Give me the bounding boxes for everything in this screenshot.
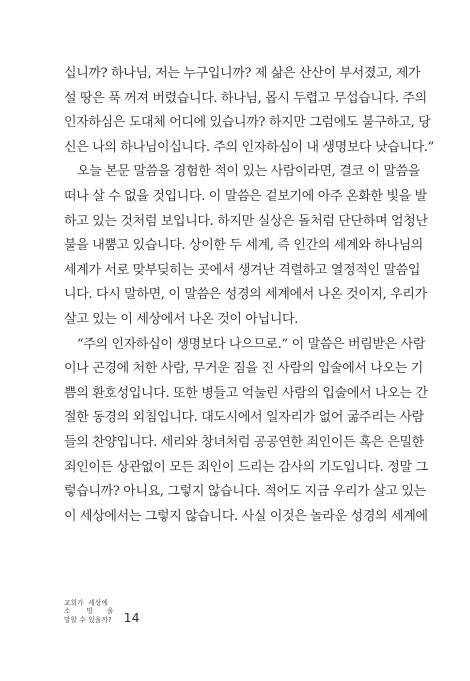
text-line: 니다. 다시 말하면, 이 말씀은 성경의 세계에서 나온 것이지, 우리가: [64, 287, 427, 303]
book-title: [64, 599, 114, 624]
book-title-line: 교회가 세상에: [64, 599, 109, 607]
book-title-line: 말할 수 있을까?: [64, 615, 112, 624]
text-line: 오늘 본문 말씀을 경험한 적이 있는 사람이라면, 결코 이 말씀을: [77, 164, 421, 180]
page-footer: [64, 599, 140, 624]
text-line: 렇습니까? 아니요, 그렇지 않습니다. 적어도 지금 우리가 살고 있는: [64, 484, 426, 500]
text-line: 떠나 살 수 없을 것입니다. 이 말씀은 겉보기에 아주 온화한 빛을 발: [64, 188, 427, 204]
text-line: 들의 찬양입니다. 세리와 창녀처럼 공공연한 죄인이든 혹은 은밀한: [64, 434, 424, 450]
paragraph: [64, 160, 428, 332]
paragraph: [64, 333, 428, 530]
text-line: 불을 내뿜고 있습니다. 상이한 두 세계, 즉 인간의 세계와 하나님의: [64, 238, 424, 254]
text-line: 절한 동경의 외침입니다. 대도시에서 일자리가 없어 굶주리는 사람: [64, 410, 424, 426]
text-line: 인자하심은 도대체 어디에 있습니까? 하지만 그럼에도 불구하고, 당: [64, 115, 431, 131]
text-line: 죄인이든 상관없이 모든 죄인이 드리는 감사의 기도입니다. 정말 그: [64, 459, 428, 475]
text-line: 이 세상에서는 그렇지 않습니다. 사실 이것은 놀라운 성경의 세계에: [64, 508, 428, 524]
page-number: 14: [123, 610, 140, 626]
body-text: [64, 62, 434, 529]
paragraph: [64, 62, 434, 160]
text-line: 살고 있는 이 세상에서 나온 것이 아닙니다.: [64, 311, 299, 327]
book-title-line: 소 망 을: [64, 607, 114, 616]
text-line: 쁨의 환호성입니다. 또한 병들고 억눌린 사람의 입술에서 나오는 간: [64, 385, 428, 401]
text-line: 설 땅은 푹 꺼져 버렸습니다. 하나님, 몹시 두렵고 무섭습니다. 주의: [64, 90, 427, 106]
text-line: 세계가 서로 맞부딪히는 곳에서 생겨난 격렬하고 열정적인 말씀입: [64, 262, 421, 278]
text-line: 이나 곤경에 처한 사람, 무거운 짐을 진 사람의 입술에서 나오는 기: [64, 361, 424, 377]
text-line: “주의 인자하심이 생명보다 나으므로.” 이 말씀은 버림받은 사람: [77, 336, 426, 352]
text-line: 십니까? 하나님, 저는 누구입니까? 제 삶은 산산이 부서졌고, 제가: [64, 66, 421, 81]
text-line: 신은 나의 하나님이십니다. 주의 인자하심이 내 생명보다 낫습니다.”: [64, 139, 434, 155]
text-line: 하고 있는 것처럼 보입니다. 하지만 실상은 돌처럼 단단하며 엄청난: [64, 213, 428, 229]
